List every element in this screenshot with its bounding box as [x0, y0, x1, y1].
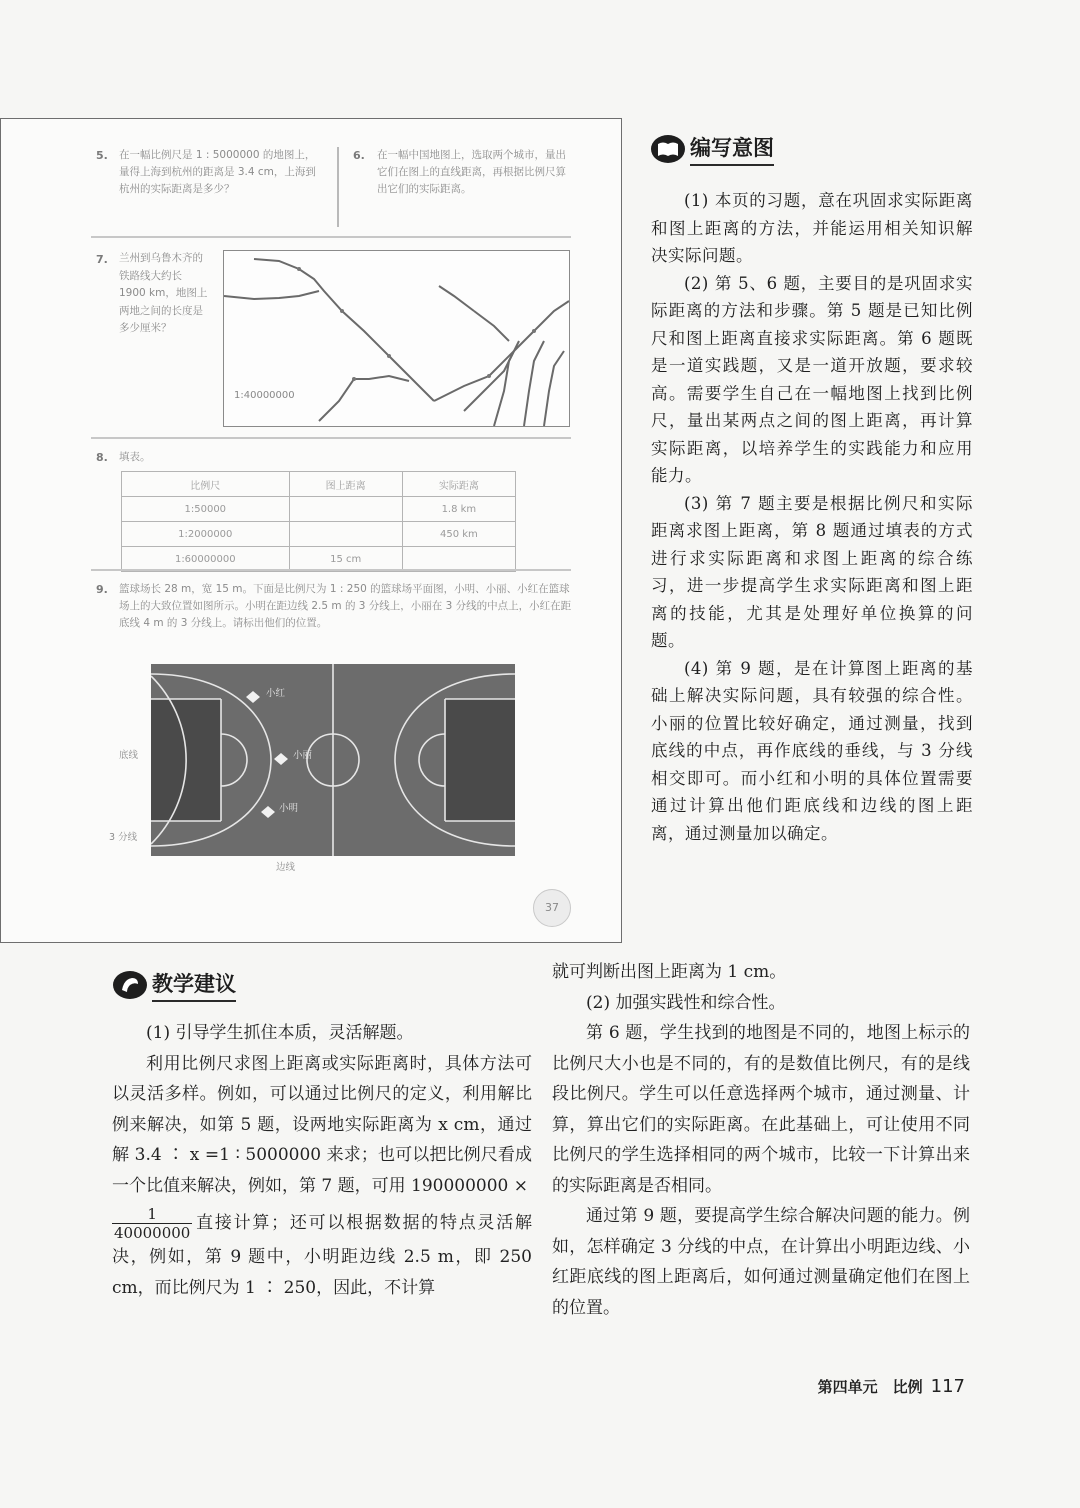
- teaching-right-column: [552, 957, 970, 1323]
- divider: [91, 569, 571, 571]
- table-cell: [289, 497, 402, 522]
- intent-body: [651, 187, 973, 847]
- teaching-title: 教学建议: [152, 968, 236, 1002]
- table-cell: 1:60000000: [122, 547, 290, 572]
- question-6-number: 6.: [353, 149, 365, 162]
- column-divider: [337, 147, 339, 227]
- intent-paragraph-3: (3) 第 7 题主要是根据比例尺和实际距离求图上距离，第 8 题通过填表的方式进行求实际距离和求图上距离的综合练习，进一步提高学生求实际距离和图上距离的技能，尤其是处理好单位换算的问题。: [651, 493, 973, 650]
- intent-heading: [650, 132, 774, 166]
- fill-in-table: [121, 471, 516, 572]
- fraction-denominator: 40000000: [114, 1224, 191, 1242]
- court-lines: [151, 664, 515, 856]
- teaching-right-paragraph-1: 就可判断出图上距离为 1 cm。: [552, 962, 787, 982]
- intent-paragraph-1: (1) 本页的习题，意在巩固求实际距离和图上距离的方法，并能运用相关知识解决实际问题。: [651, 191, 973, 265]
- label-xiaohong: 小红: [266, 688, 286, 699]
- fraction: [112, 1205, 192, 1242]
- table-cell: 1:2000000: [122, 522, 290, 547]
- label-sideline: 边线: [276, 862, 296, 873]
- teaching-right-paragraph-3: 第 6 题，学生找到的地图是不同的，地图上标示的比例尺大小也是不同的，有的是数值比例尺，有的是线段比例尺。学生可以任意选择两个城市，通过测量、计算，算出它们的实际距离。在此基础上，可让使用不同比例尺的学生选择相同的两个城市，比较一下计算出来的实际距离是否相同。: [552, 1023, 970, 1196]
- question-5-text: 在一幅比例尺是 1 : 5000000 的地图上，量得上海到杭州的距离是 3.4 cm，上海到杭州的实际距离是多少？: [119, 149, 316, 195]
- divider: [91, 437, 571, 439]
- question-7-text: 兰州到乌鲁木齐的铁路线大约长 1900 km，地图上两地之间的长度是多少厘米？: [119, 252, 208, 334]
- question-9-text: 篮球场长 28 m，宽 15 m。下面是比例尺为 1 : 250 的篮球场平面图，小明、小丽、小红在篮球场上的大致位置如图所示。小明在距边线 2.5 m 的 3 分线上，小丽在 3 分线的中点上，小红在距底线 4 m 的 3 分线上。请标出他们的位置。: [119, 583, 572, 629]
- table-header-cell: 实际距离: [402, 472, 515, 497]
- table-header-cell: 比例尺: [122, 472, 290, 497]
- basketball-court: [151, 664, 515, 856]
- label-three-point-line: 3 分线: [109, 832, 138, 843]
- embedded-textbook-page: [0, 118, 622, 943]
- teaching-right-paragraph-2: (2) 加强实践性和综合性。: [586, 992, 786, 1013]
- railway-map: [223, 250, 570, 427]
- table-row: [122, 547, 516, 572]
- table-cell: [289, 522, 402, 547]
- question-5-number: 5.: [96, 149, 108, 162]
- intent-paragraph-2: (2) 第 5、6 题，主要目的是巩固求实际距离的方法和步骤。第 5 题是已知比例尺和图上距离直接求实际距离。第 6 题既是一道实践题，又是一道开放题，要求较高。需要学生自己在一幅地图上找到比例尺，量出某两点之间的图上距离，再计算实际距离，以培养学生的实践能力和应用能力。: [651, 273, 973, 485]
- teaching-left-column: [112, 1018, 532, 1303]
- footer-page-number: 117: [930, 1376, 965, 1397]
- table-cell: 1:50000: [122, 497, 290, 522]
- map-scale-label: 1:40000000: [234, 390, 295, 401]
- question-8-number: 8.: [96, 451, 108, 464]
- teaching-icon: [112, 970, 146, 1000]
- teaching-heading: [112, 968, 236, 1002]
- label-xiaoming: 小明: [279, 803, 299, 814]
- page-footer: [818, 1376, 965, 1397]
- book-icon: [650, 134, 684, 164]
- embedded-page-number: 37: [533, 889, 571, 927]
- table-cell: 1.8 km: [402, 497, 515, 522]
- fraction-numerator: 1: [112, 1205, 192, 1224]
- teaching-left-paragraph-3-text: 直接计算；还可以根据数据的特点灵活解决，例如，第 9 题中，小明距边线 2.5 m，即 250 cm，而比例尺为 1 ∶ 250，因此，不计算: [112, 1213, 532, 1298]
- intent-title: 编写意图: [690, 132, 774, 166]
- question-6-text: 在一幅中国地图上，选取两个城市，量出它们在图上的直线距离，再根据比例尺算出它们的实际距离。: [377, 149, 566, 195]
- teaching-left-paragraph-1: (1) 引导学生抓住本质，灵活解题。: [146, 1023, 414, 1043]
- table-cell: 450 km: [402, 522, 515, 547]
- table-cell: [402, 547, 515, 572]
- question-7-number: 7.: [96, 253, 108, 266]
- question-8-label: 填表。: [119, 451, 151, 463]
- table-cell: 15 cm: [289, 547, 402, 572]
- table-row: [122, 522, 516, 547]
- divider: [91, 236, 571, 238]
- question-9-number: 9.: [96, 583, 108, 596]
- teaching-left-paragraph-3: [112, 1205, 532, 1303]
- teaching-left-paragraph-2: 利用比例尺求图上距离或实际距离时，具体方法可以灵活多样。例如，可以通过比例尺的定义，利用解比例来解决，如第 5 题，设两地实际距离为 x cm，通过解 3.4 ∶ x =1 ∶ 5000000 来求；也可以把比例尺看成一个比值来解决，例如，第 7 题，可用 190000000 ×: [112, 1053, 532, 1196]
- table-row: [122, 497, 516, 522]
- label-baseline: 底线: [119, 750, 139, 761]
- intent-paragraph-4: (4) 第 9 题，是在计算图上距离的基础上解决实际问题，具有较强的综合性。小丽的位置比较好确定，通过测量，找到底线的中点，再作底线的垂线，与 3 分线相交即可。而小红和小明的具体位置需要通过计算出他们距底线和边线的图上距离，通过测量加以确定。: [651, 658, 973, 843]
- table-header-cell: 图上距离: [289, 472, 402, 497]
- footer-unit: 第四单元 比例: [817, 1378, 923, 1396]
- teaching-right-paragraph-4: 通过第 9 题，要提高学生综合解决问题的能力。例如，怎样确定 3 分线的中点，在计算出小明距边线、小红距底线的图上距离后，如何通过测量确定他们在图上的位置。: [552, 1206, 970, 1318]
- label-xiaoli: 小丽: [293, 750, 313, 761]
- table-header-row: [122, 472, 516, 497]
